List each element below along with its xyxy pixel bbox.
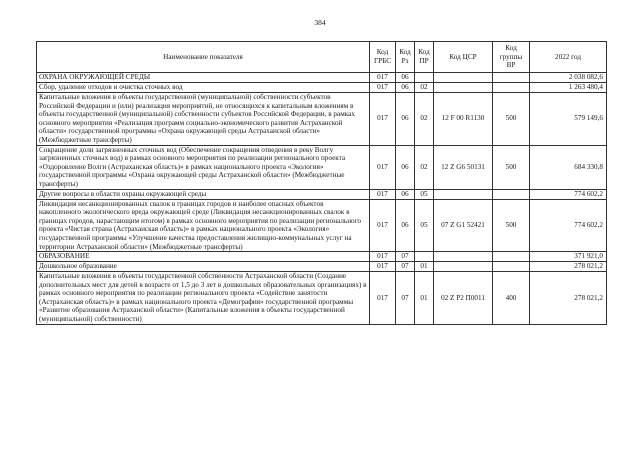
row-pr: 01 bbox=[415, 272, 434, 325]
page-number: 384 bbox=[314, 18, 326, 27]
row-vr: 500 bbox=[493, 145, 530, 189]
row-name: Сбор, удаление отходов и очистка сточных вод bbox=[37, 83, 370, 93]
header-year: 2022 год bbox=[530, 42, 607, 73]
row-amount: 371 921,0 bbox=[530, 252, 607, 262]
row-vr: 400 bbox=[493, 272, 530, 325]
header-csr: Код ЦСР bbox=[434, 42, 493, 73]
budget-table bbox=[36, 41, 607, 325]
row-grbs: 017 bbox=[370, 145, 396, 189]
header-vr: Код группы ВР bbox=[493, 42, 530, 73]
row-rz: 06 bbox=[396, 73, 415, 83]
row-pr: 05 bbox=[415, 189, 434, 199]
row-rz: 07 bbox=[396, 252, 415, 262]
row-csr: 02 Z P2 П0011 bbox=[434, 272, 493, 325]
table-header-row bbox=[37, 42, 607, 73]
row-grbs: 017 bbox=[370, 262, 396, 272]
row-grbs: 017 bbox=[370, 93, 396, 146]
table-row bbox=[37, 83, 607, 93]
table-row bbox=[37, 272, 607, 325]
table-row bbox=[37, 93, 607, 146]
row-rz: 06 bbox=[396, 83, 415, 93]
row-name: ОХРАНА ОКРУЖАЮЩЕЙ СРЕДЫ bbox=[37, 73, 370, 83]
header-name: Наименование показателя bbox=[37, 42, 370, 73]
row-grbs: 017 bbox=[370, 83, 396, 93]
row-vr bbox=[493, 73, 530, 83]
row-name: Капитальные вложения в объекты государственной собственности Астраханской области (Создание дополнительных мест для детей в возрасте от 1,5 до 3 лет в дошкольных образовательных организациях) в рамках основного мероприятия по реализации регионального проекта «Содействие занятости (Астраханская область)» в рамках национального проекта «Демография» государственной программы «Развитие образования Астраханской области» (Капитальные вложения в объекты государственной (муниципальной) собственности) bbox=[37, 272, 370, 325]
row-amount: 2 038 082,6 bbox=[530, 73, 607, 83]
row-vr bbox=[493, 83, 530, 93]
row-csr bbox=[434, 189, 493, 199]
row-pr: 02 bbox=[415, 93, 434, 146]
row-rz: 07 bbox=[396, 272, 415, 325]
row-grbs: 017 bbox=[370, 252, 396, 262]
row-vr: 500 bbox=[493, 93, 530, 146]
table-row bbox=[37, 252, 607, 262]
row-name: Дошкольное образование bbox=[37, 262, 370, 272]
row-vr bbox=[493, 252, 530, 262]
row-csr bbox=[434, 83, 493, 93]
row-pr: 01 bbox=[415, 262, 434, 272]
row-rz: 06 bbox=[396, 145, 415, 189]
row-amount: 278 021,2 bbox=[530, 262, 607, 272]
row-amount: 1 263 480,4 bbox=[530, 83, 607, 93]
row-grbs: 017 bbox=[370, 199, 396, 252]
header-pr: Код ПР bbox=[415, 42, 434, 73]
row-csr bbox=[434, 73, 493, 83]
row-rz: 07 bbox=[396, 262, 415, 272]
row-grbs: 017 bbox=[370, 272, 396, 325]
row-rz: 06 bbox=[396, 93, 415, 146]
row-name: Сокращение доли загрязненных сточных вод (Обеспечение сокращения отведения в реку Волгу загрязненных сточных вод) в рамках основного мероприятия по реализации регионального проекта «Оздоровление Волги (Астраханская область)» в рамках национального проекта «Экология» государственной программы «Охрана окружающей среды Астраханской области» (Межбюджетные трансферты) bbox=[37, 145, 370, 189]
row-csr: 07 Z G1 52421 bbox=[434, 199, 493, 252]
row-pr bbox=[415, 252, 434, 262]
row-name: Капитальные вложения в объекты государственной (муниципальной) собственности субъектов Российской Федерации и (или) реализация мероприятий, не относящихся к капитальным вложениям в объекты государственной (муниципальной) собственности субъектов Российской Федерации, в рамках основного мероприятия «Реализация программ социально-экономического развития Астраханской области» государственной программы «Охрана окружающей среды Астраханской области» (Межбюджетные трансферты) bbox=[37, 93, 370, 146]
row-amount: 774 602,2 bbox=[530, 189, 607, 199]
table-row bbox=[37, 189, 607, 199]
row-csr bbox=[434, 262, 493, 272]
row-vr bbox=[493, 262, 530, 272]
table-row bbox=[37, 73, 607, 83]
row-grbs: 017 bbox=[370, 189, 396, 199]
row-csr: 12 F 00 R1130 bbox=[434, 93, 493, 146]
table-row bbox=[37, 199, 607, 252]
row-pr: 02 bbox=[415, 83, 434, 93]
row-vr: 500 bbox=[493, 199, 530, 252]
row-csr: 12 Z G6 50131 bbox=[434, 145, 493, 189]
row-vr bbox=[493, 189, 530, 199]
row-rz: 06 bbox=[396, 199, 415, 252]
row-amount: 579 149,6 bbox=[530, 93, 607, 146]
row-csr bbox=[434, 252, 493, 262]
row-amount: 278 021,2 bbox=[530, 272, 607, 325]
row-name: ОБРАЗОВАНИЕ bbox=[37, 252, 370, 262]
row-pr: 05 bbox=[415, 199, 434, 252]
table-row bbox=[37, 145, 607, 189]
row-grbs: 017 bbox=[370, 73, 396, 83]
header-grbs: Код ГРБС bbox=[370, 42, 396, 73]
row-amount: 684 330,8 bbox=[530, 145, 607, 189]
row-name: Ликвидация несанкционированных свалок в границах городов и наиболее опасных объектов накопленного экологического вреда окружающей среде (Ликвидация несанкционированных свалок в границах городов, нарастающим итогом) в рамках основного мероприятия по реализации регионального проекта «Чистая страна (Астраханская область)» в рамках национального проекта «Экология» государственной программы «Улучшение качества предоставления жилищно-коммунальных услуг на территории Астраханской области» (Межбюджетные трансферты) bbox=[37, 199, 370, 252]
row-name: Другие вопросы в области охраны окружающей среды bbox=[37, 189, 370, 199]
row-rz: 06 bbox=[396, 189, 415, 199]
header-rz: Код Рз bbox=[396, 42, 415, 73]
table-row bbox=[37, 262, 607, 272]
row-amount: 774 602,2 bbox=[530, 199, 607, 252]
row-pr: 02 bbox=[415, 145, 434, 189]
row-pr bbox=[415, 73, 434, 83]
